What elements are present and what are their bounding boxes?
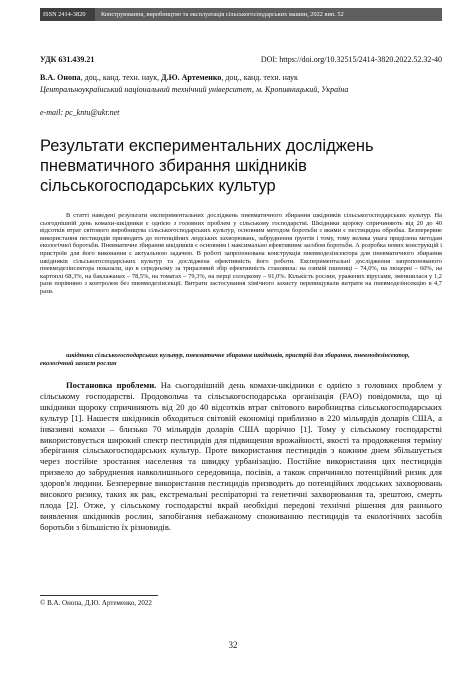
- keywords: шкідники сільськогосподарських культур, пневматичне збирання шкідників, пристрій для збирання, пневмодезінсектор, екологічний захист рослин: [40, 352, 410, 367]
- udk-code: УДК 631.439.21: [40, 55, 95, 64]
- page-number: 32: [228, 640, 238, 650]
- copyright-footnote: © В.А. Онопа, Д.Ю. Артеменко, 2022: [40, 599, 152, 607]
- running-header: [40, 8, 442, 21]
- author-2-degree: , доц., канд. техн. наук: [221, 73, 298, 82]
- issn-label: ISSN 2414-3820: [40, 8, 95, 21]
- section-heading-problem: Постановка проблеми.: [66, 380, 157, 390]
- article-title: Результати експериментальних досліджень пневматичного збирання шкідників сільськогосподарських культур: [40, 137, 374, 195]
- article-meta: [40, 55, 442, 64]
- author-line: [40, 73, 442, 83]
- author-2-name: Д.Ю. Артеменко: [161, 73, 222, 82]
- doi-link[interactable]: DOI: https://doi.org/10.32515/2414-3820.2022.52.32-40: [260, 55, 442, 64]
- contact-email[interactable]: e-mail: pc_kntu@ukr.net: [40, 108, 120, 117]
- author-1-degree: , доц., канд. техн. наук,: [80, 73, 162, 82]
- footnote-divider: [40, 595, 158, 596]
- journal-title: Конструювання, виробництво та експлуатація сільськогосподарських машин, 2022 вип. 52: [101, 11, 344, 18]
- body-paragraph: [40, 380, 442, 533]
- abstract: В статті наведені результати експериментальних досліджень пневматичного збирання шкідників сільськогосподарських культур. На сьогоднішній день комахи-шкідники є однією з головних проблем у сільському господарстві. Шкідники щороку спричиняють від 20 до 40 відсотків втрат світового виробництва сільськогосподарських культур, основним методом боротьби з якими є пестицидна обробка. Безперервне використання пестицидів призводить до потенційних людських захворювань, забруднення ґрунтів і тому, тому велика увага придiлена методам екологічної боротьби. Пневматичне збирання шкідників є основним і максимально ефективним засобом боротьби. А розробка нових конструкцій і пристроїв для його виконання є актуальною задачею. В роботі запропонована конструкція пневмодезінсектора для пневматичного збирання шкідників сільськогосподарських культур та досліджена ефективність його роботи. Експериментальні дослідження запропонованого пневмодезінсектора показали, що в середньому за триразовий збір ефективність становила: на озимій пшениці – 74,0%, на люцерні – 60%, на картоплі 68,3%, на баклажанах – 78,5%, на томатах – 79,3%, на перці солодкому – 91,0%. Кількість рослин, уражених вірусами, зменшилася у 1,2 рази порівняно з контролем без пневмодезінсекції. Витрати застосування хімічного захисту перевищували витрати на пневмодезінсекцію в 4,7 рази.: [40, 212, 442, 295]
- affiliation: Центральноукраїнський національний технічний університет, м. Кропивницький, Україна: [40, 85, 349, 94]
- author-1-name: В.А. Онопа: [40, 73, 81, 82]
- body-paragraph-text: На сьогоднішній день комахи-шкідники є однією з головних проблем у сільському господарстві. Продовольча та сільськогосподарська організація (FAO) повідомила, що ці шкідники щороку спричиняють від 20 до 40 відсотків втрат світового виробництва сільськогосподарських культур [1]. Нашестя шкідників обходиться світовій економіці приблизно в 220 мільярдів доларів США, а інвазивні комахи – близько 70 мільярдів доларів США щорічно [1]. Тому у сільському господарстві використовується широкий спектр пестицидів для підвищення врожайності, якості та продовження терміну зберігання сільськогосподарських культур. Проте використання пестицидів з кожним днем збільшується через постійне зростання населення та швидку урбанізацію. Постійне використання цих пестицидів призвело до забруднення навколишнього середовища, посівів, а також спричинило потенційний ризик для здоров'я людини. Безперервне використання пестицидів призводить до потенційних людських захворювань високого ризику, таких як рак, екстремальні респіраторні та генетичні захворювання та, зрештою, смерть плода [2]. Отже, у сільському господарстві вкрай необхідні передові технічні рішення для раннього виявлення шкідників рослин, запобігання небажаному споживанню пестицидів та екологічних засобів боротьби з більшістю їх різновидів.: [40, 380, 443, 532]
